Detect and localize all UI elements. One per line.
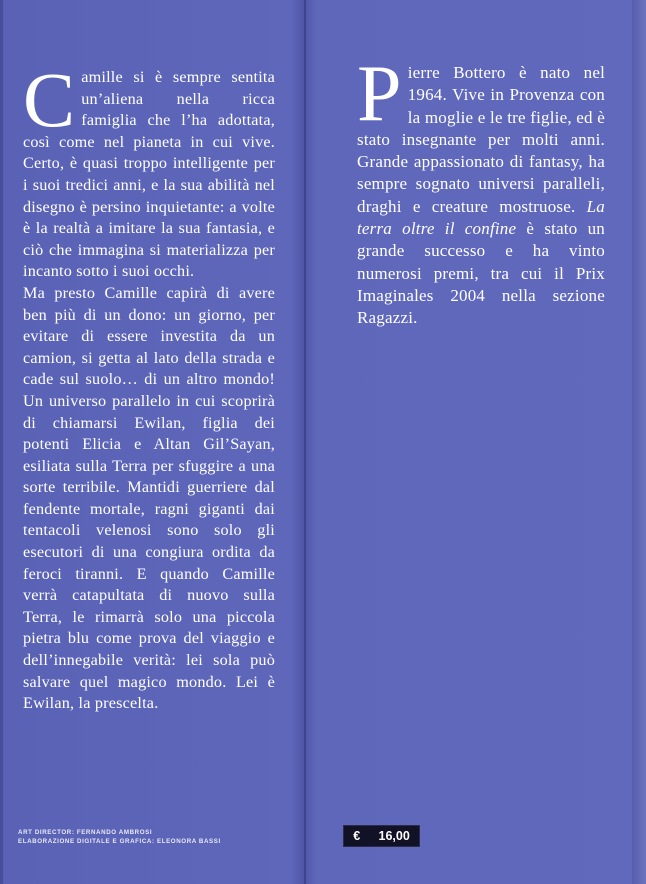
cover-edge-right [632, 0, 646, 884]
synopsis-paragraph-1 [23, 56, 275, 283]
author-bio-paragraph [357, 50, 605, 330]
credits-digital-graphics: ELABORAZIONE DIGITALE E GRAFICA: ELEONORA BASSI [18, 838, 221, 845]
author-bio-text-2: è stato un grande successo e ha vinto numerosi premi, tra cui il Prix Imaginales 2004 nella sezione Ragazzi. [357, 219, 605, 328]
synopsis-paragraph-1-text: amille si è sempre sentita un’aliena nella ricca famiglia che l’ha adottata, così come nel pianeta in cui vive. Certo, è quasi troppo intelligente per i suoi tredici anni, e la sua abilità nel disegno è persino inquietante: a volte è la realtà a imitare la sua fantasia, e ciò che immagina si materializza per incanto sotto i suoi occhi. [23, 68, 275, 281]
price-tag [343, 825, 420, 847]
cover-edge-left [0, 0, 3, 884]
synopsis-paragraph-2: Ma presto Camille capirà di avere ben più di un dono: un giorno, per evitare di essere investita da un camion, si getta al lato della strada e cade sul suolo… di un altro mondo! Un universo parallelo in cui scoprirà di chiamarsi Ewilan, figlia dei potenti Elicia e Altan Gil’Sayan, esiliata sulla Terra per sfuggire a una sorte terribile. Mantidi guerriere dal fendente mortale, ragni giganti dai tentacoli velenosi sono solo gli esecutori di una congiura ordita da feroci tiranni. E quando Camille verrà catapultata di nuovo sulla Terra, le rimarrà solo una piccola pietra blu come prova del viaggio e dell’innegabile verità: lei sola può salvare quel magico mondo. Lei è Ewilan, la prescelta. [23, 283, 275, 713]
author-bio-book-title: La terra oltre il confine [357, 196, 605, 239]
price-amount: 16,00 [378, 829, 410, 843]
author-bio-dropcap: P [357, 50, 402, 138]
author-bio-text-1: ierre Bottero è nato nel 1964. Vive in Provenza con la moglie e le tre figlie, ed è stato insegnante per molti anni. Grande appassionato di fantasy, ha sempre sognato universi paralleli, draghi e creature mostruose. [357, 63, 605, 216]
synopsis-text [23, 56, 275, 715]
cover-fold-line [304, 0, 306, 884]
credits-art-director: ART DIRECTOR: FERNANDO AMBROSI [18, 829, 153, 836]
author-bio [357, 50, 605, 330]
euro-icon: € [353, 829, 361, 843]
synopsis-dropcap: C [23, 56, 76, 143]
design-credits [18, 828, 221, 846]
